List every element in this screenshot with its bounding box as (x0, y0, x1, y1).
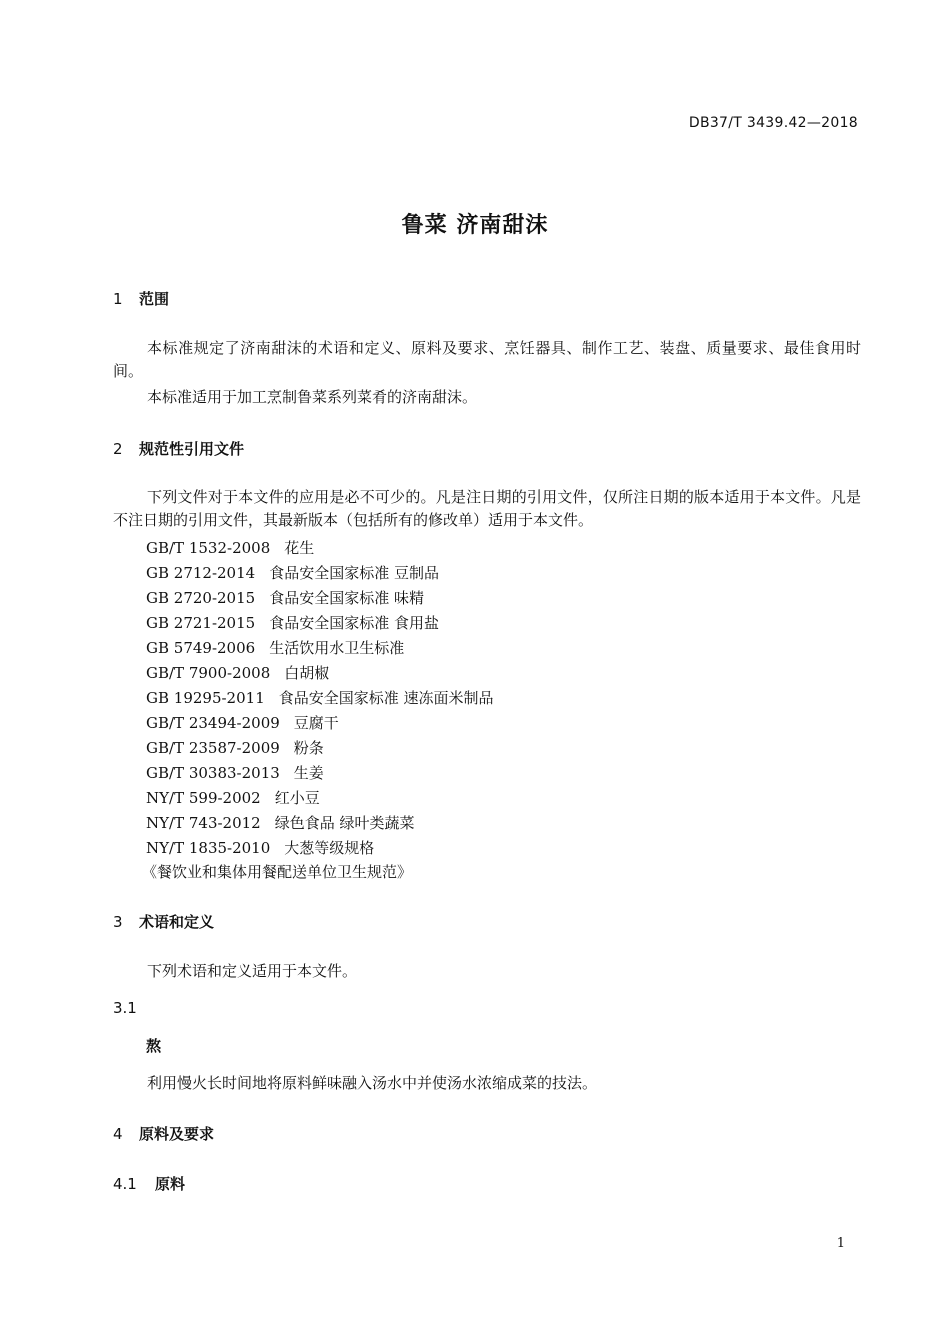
section-title: 原料及要求 (139, 1125, 215, 1143)
section-2-heading (113, 438, 244, 459)
reference-name: 绿色食品 绿叶类蔬菜 (274, 814, 415, 832)
section-number: 1 (113, 290, 123, 308)
reference-item (146, 662, 329, 683)
reference-name: 粉条 (293, 739, 324, 757)
section-number: 2 (113, 440, 123, 458)
document-code: DB37/T 3439.42—2018 (688, 115, 858, 131)
reference-name: 生活饮用水卫生标准 (269, 639, 405, 657)
subsection-number: 4.1 (113, 1175, 137, 1193)
reference-code: GB/T 23494-2009 (146, 714, 280, 732)
page-number: 1 (836, 1236, 845, 1251)
reference-name: 食品安全国家标准 豆制品 (269, 564, 439, 582)
scope-paragraph-2: 本标准适用于加工烹制鲁菜系列菜肴的济南甜沫。 (147, 388, 478, 406)
reference-code: GB 19295-2011 (146, 689, 265, 707)
reference-code: NY/T 599-2002 (146, 789, 261, 807)
reference-name: 豆腐干 (293, 714, 339, 732)
reference-item (146, 562, 439, 583)
reference-name: 食品安全国家标准 味精 (269, 589, 424, 607)
reference-code: GB/T 30383-2013 (146, 764, 280, 782)
reference-item (146, 637, 404, 658)
reference-item (146, 612, 439, 633)
reference-code: GB/T 7900-2008 (146, 664, 271, 682)
references-intro-paragraph: 下列文件对于本文件的应用是必不可少的。凡是注日期的引用文件，仅所注日期的版本适用于本文件。凡是不注日期的引用文件，其最新版本（包括所有的修改单）适用于本文件。 (113, 488, 861, 529)
reference-item (146, 587, 424, 608)
reference-code: GB 2720-2015 (146, 589, 256, 607)
reference-code: NY/T 1835-2010 (146, 839, 271, 857)
reference-name: 大葱等级规格 (284, 839, 375, 857)
reference-code: GB/T 1532-2008 (146, 539, 271, 557)
reference-name: 生姜 (293, 764, 324, 782)
reference-code: GB 2712-2014 (146, 564, 256, 582)
reference-item (146, 737, 324, 758)
reference-code: NY/T 743-2012 (146, 814, 261, 832)
subsection-number: 3.1 (113, 999, 137, 1017)
section-4-heading (113, 1123, 214, 1144)
reference-code: GB 2721-2015 (146, 614, 256, 632)
reference-item (146, 712, 339, 733)
reference-item (146, 687, 494, 708)
section-number: 4 (113, 1125, 123, 1143)
section-number: 3 (113, 913, 123, 931)
term-definition: 利用慢火长时间地将原料鲜味融入汤水中并使汤水浓缩成菜的技法。 (147, 1074, 598, 1092)
reference-name: 食品安全国家标准 食用盐 (269, 614, 439, 632)
reference-name: 食品安全国家标准 速冻面米制品 (278, 689, 494, 707)
reference-item-regulation: 《餐饮业和集体用餐配送单位卫生规范》 (142, 863, 413, 881)
subsection-title: 原料 (155, 1175, 186, 1193)
reference-item (146, 787, 320, 808)
reference-name: 白胡椒 (284, 664, 330, 682)
reference-item (146, 537, 314, 558)
reference-item (146, 837, 374, 858)
reference-item (146, 812, 415, 833)
reference-name: 花生 (284, 539, 315, 557)
reference-code: GB/T 23587-2009 (146, 739, 280, 757)
section-title: 范围 (139, 290, 170, 308)
page-title: 鲁菜 济南甜沫 (401, 213, 549, 238)
reference-code: GB 5749-2006 (146, 639, 256, 657)
term-heading: 熬 (146, 1037, 162, 1055)
scope-paragraph-1: 本标准规定了济南甜沫的术语和定义、原料及要求、烹饪器具、制作工艺、装盘、质量要求、最佳食用时间。 (113, 339, 861, 380)
terms-intro-paragraph: 下列术语和定义适用于本文件。 (147, 962, 358, 980)
section-3-heading (113, 911, 214, 932)
section-1-heading (113, 288, 169, 309)
reference-name: 红小豆 (274, 789, 320, 807)
reference-item (146, 762, 324, 783)
section-title: 术语和定义 (139, 913, 215, 931)
subsection-4-1-heading (113, 1173, 185, 1194)
section-title: 规范性引用文件 (139, 440, 245, 458)
